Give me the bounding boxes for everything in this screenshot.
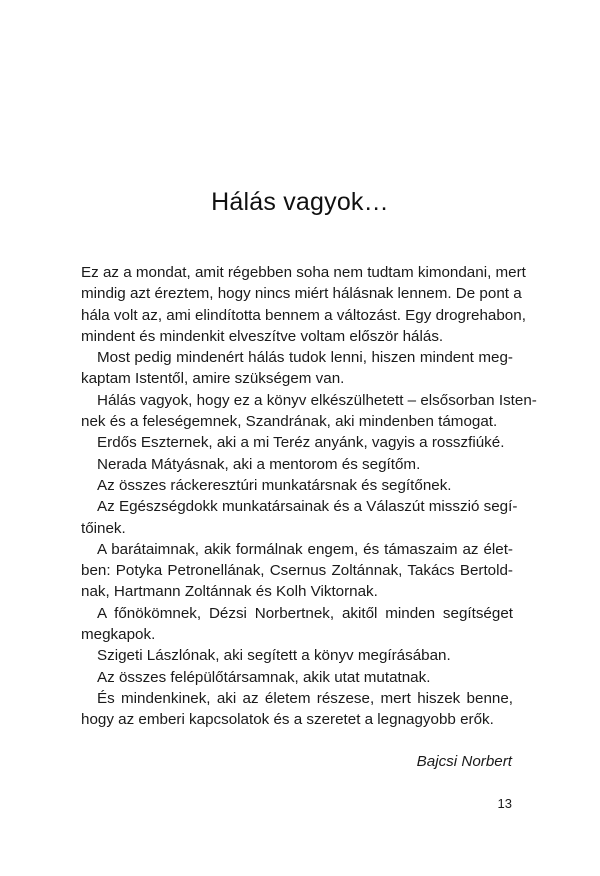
text-line: ben: Potyka Petronellának, Csernus Zoltánnak, Takács Bertold- bbox=[81, 562, 513, 580]
text-line: tőinek. bbox=[81, 519, 126, 537]
body-text bbox=[81, 262, 537, 731]
text-line: kaptam Istentől, amire szükségem van. bbox=[81, 370, 345, 388]
text-line: Az összes ráckeresztúri munkatársnak és segítőnek. bbox=[97, 476, 452, 494]
text-line: Ez az a mondat, amit régebben soha nem tudtam kimondani, mert bbox=[81, 264, 526, 281]
text-line: hogy az emberi kapcsolatok és a szeretet a legnagyobb erők. bbox=[81, 711, 494, 729]
text-line: Nerada Mátyásnak, aki a mentorom és segítőm. bbox=[97, 455, 421, 473]
text-line: Szigeti Lászlónak, aki segített a könyv megírásában. bbox=[97, 647, 451, 665]
text-line: hála volt az, ami elindította bennem a változást. Egy drogrehabon, bbox=[81, 306, 526, 324]
page-number: 13 bbox=[497, 796, 512, 811]
text-line: A barátaimnak, akik formálnak engem, és támaszaim az élet- bbox=[97, 540, 513, 558]
text-line: nak, Hartmann Zoltánnak és Kolh Viktornak. bbox=[81, 583, 378, 601]
text-line: Hálás vagyok, hogy ez a könyv elkészülhetett – elsősorban Isten- bbox=[97, 391, 537, 409]
text-line: Erdős Eszternek, aki a mi Teréz anyánk, vagyis a rosszfiúké. bbox=[97, 434, 505, 452]
text-line: mindig azt éreztem, hogy nincs miért hálásnak lennem. De pont a bbox=[81, 285, 522, 303]
text-line: Az Egészségdokk munkatársainak és a Válaszút misszió segí- bbox=[97, 498, 518, 516]
text-line: A főnökömnek, Dézsi Norbertnek, akitől minden segítséget bbox=[97, 604, 513, 622]
text-line: És mindenkinek, aki az életem részese, mert hiszek benne, bbox=[97, 689, 513, 707]
chapter-title: Hálás vagyok… bbox=[211, 188, 389, 216]
author-signature: Bajcsi Norbert bbox=[416, 753, 512, 770]
text-line: nek és a feleségemnek, Szandrának, aki mindenben támogat. bbox=[81, 413, 498, 431]
text-line: mindent és mindenkit elveszítve voltam először hálás. bbox=[81, 327, 444, 345]
text-line: Az összes felépülőtársamnak, akik utat mutatnak. bbox=[97, 668, 431, 686]
text-line: Most pedig mindenért hálás tudok lenni, hiszen mindent meg- bbox=[97, 349, 513, 367]
text-line: megkapok. bbox=[81, 626, 156, 644]
